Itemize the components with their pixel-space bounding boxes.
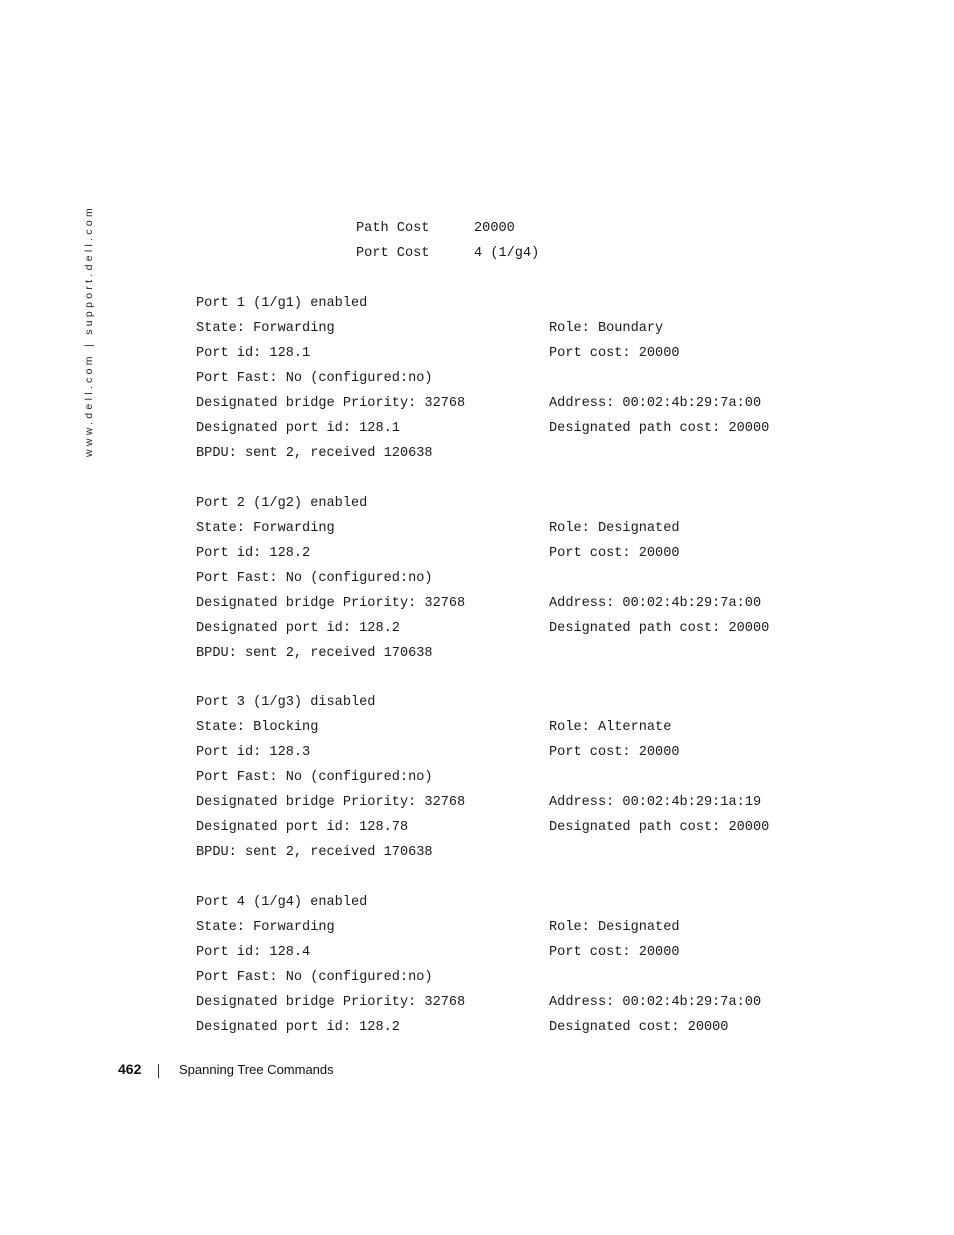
port-field-right: Designated cost: 20000 [549, 1020, 729, 1035]
page-number: 462 [118, 1061, 142, 1077]
port-field-left: BPDU: sent 2, received 120638 [196, 446, 433, 461]
port-field-left: BPDU: sent 2, received 170638 [196, 646, 433, 661]
port-field-left: Designated bridge Priority: 32768 [196, 795, 466, 810]
port-field-right: Address: 00:02:4b:29:7a:00 [549, 596, 762, 611]
port-field-left: Designated port id: 128.2 [196, 621, 400, 636]
port-field-right: Address: 00:02:4b:29:7a:00 [549, 995, 762, 1010]
port-field-left: Designated bridge Priority: 32768 [196, 396, 466, 411]
port-field-right: Port cost: 20000 [549, 346, 680, 361]
port-field-right: Port cost: 20000 [549, 745, 680, 760]
port-field-left: BPDU: sent 2, received 170638 [196, 845, 433, 860]
port-field-right: Designated path cost: 20000 [549, 820, 770, 835]
side-url: www.dell.com | support.dell.com [83, 204, 95, 457]
port-field-left: Designated bridge Priority: 32768 [196, 995, 466, 1010]
port-field-left: Port id: 128.4 [196, 945, 311, 960]
port-field-left: State: Forwarding [196, 920, 335, 935]
port-field-right: Role: Alternate [549, 720, 672, 735]
footer-section-title: Spanning Tree Commands [179, 1062, 334, 1077]
port-field-left: Port id: 128.1 [196, 346, 311, 361]
port-field-left: State: Forwarding [196, 521, 335, 536]
port-title: Port 2 (1/g2) enabled [196, 496, 368, 511]
port-field-left: Designated bridge Priority: 32768 [196, 596, 466, 611]
port-field-right: Designated path cost: 20000 [549, 621, 770, 636]
port-title: Port 1 (1/g1) enabled [196, 296, 368, 311]
port-field-right: Role: Designated [549, 521, 680, 536]
port-field-right: Designated path cost: 20000 [549, 421, 770, 436]
port-field-left: Designated port id: 128.78 [196, 820, 409, 835]
port-field-right: Role: Boundary [549, 321, 664, 336]
port-field-left: State: Blocking [196, 720, 319, 735]
header-label: Port Cost [356, 246, 430, 261]
footer-separator [158, 1064, 159, 1078]
header-value: 20000 [474, 221, 515, 236]
port-field-left: Port Fast: No (configured:no) [196, 770, 433, 785]
port-field-left: Port Fast: No (configured:no) [196, 371, 433, 386]
port-field-right: Port cost: 20000 [549, 945, 680, 960]
port-field-left: Port Fast: No (configured:no) [196, 970, 433, 985]
port-title: Port 4 (1/g4) enabled [196, 895, 368, 910]
port-field-left: State: Forwarding [196, 321, 335, 336]
port-field-left: Port id: 128.3 [196, 745, 311, 760]
port-field-right: Port cost: 20000 [549, 546, 680, 561]
port-field-left: Designated port id: 128.2 [196, 1020, 400, 1035]
port-field-left: Port Fast: No (configured:no) [196, 571, 433, 586]
port-title: Port 3 (1/g3) disabled [196, 695, 376, 710]
port-field-right: Address: 00:02:4b:29:1a:19 [549, 795, 762, 810]
port-field-right: Address: 00:02:4b:29:7a:00 [549, 396, 762, 411]
port-field-left: Port id: 128.2 [196, 546, 311, 561]
header-value: 4 (1/g4) [474, 246, 540, 261]
port-field-right: Role: Designated [549, 920, 680, 935]
port-field-left: Designated port id: 128.1 [196, 421, 400, 436]
header-label: Path Cost [356, 221, 430, 236]
